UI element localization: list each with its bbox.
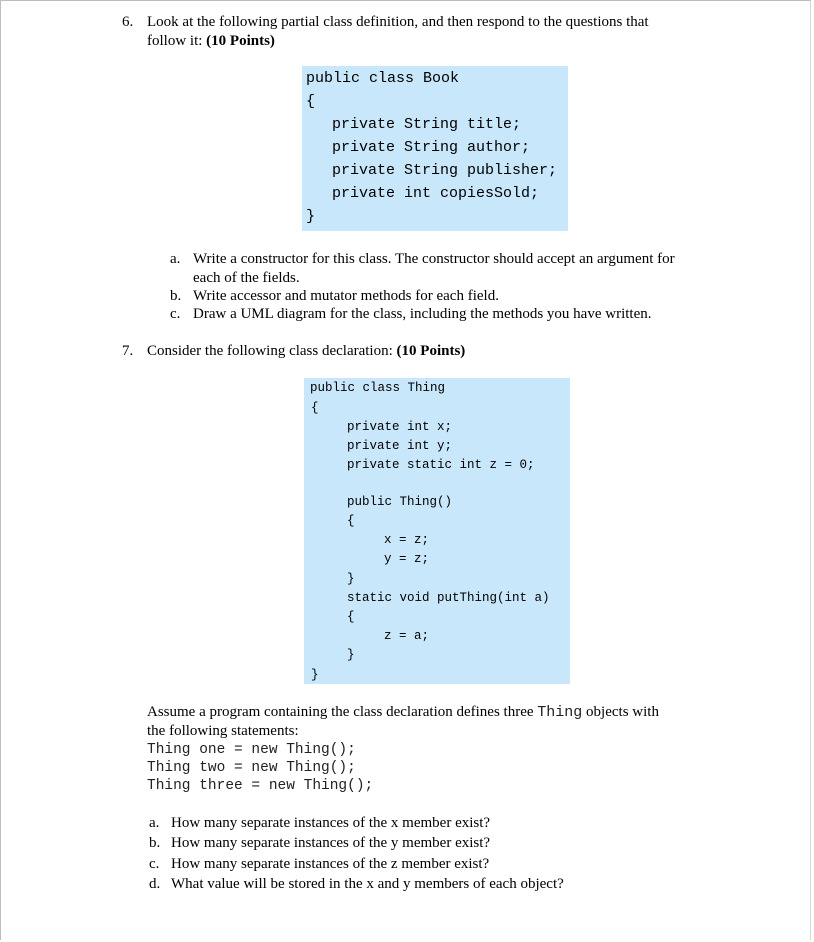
q7-item-text: How many separate instances of the x member exist? (171, 815, 491, 831)
q7-number: 7. (122, 343, 134, 359)
q6-item-text: Write a constructor for this class. The constructor should accept an argument for (193, 251, 675, 267)
q7-statement: Thing three = new Thing(); (147, 778, 374, 794)
q7-assume-text-end: objects with (582, 704, 659, 720)
q7-code-line: x = z; (384, 533, 430, 547)
q6-prompt-text: follow it: (147, 33, 207, 49)
q7-statement: Thing two = new Thing(); (147, 760, 356, 776)
q6-prompt-line2 (147, 32, 275, 51)
q7-assume-code: Thing (537, 704, 583, 721)
q7-item-label: b. (149, 835, 161, 851)
q6-item-label: c. (170, 306, 181, 322)
q7-code-line: } (311, 668, 319, 682)
q7-points: (10 Points) (396, 343, 466, 359)
q7-prompt-text: Consider the following class declaration: (147, 343, 397, 359)
q7-code-line: static void putThing(int a) (347, 591, 550, 605)
q6-item-label: b. (170, 288, 182, 304)
q7-code-line: public Thing() (347, 495, 453, 509)
q7-assume-line1 (147, 703, 659, 722)
q7-code-line: private int y; (347, 439, 453, 453)
q7-code-line: { (347, 514, 355, 528)
q7-code-line: public class Thing (310, 381, 446, 395)
q7-item-text: What value will be stored in the x and y members of each object? (171, 876, 564, 892)
q7-item-text: How many separate instances of the y member exist? (171, 835, 491, 851)
q7-code-line: { (311, 401, 319, 415)
q6-item-text: Write accessor and mutator methods for each field. (193, 288, 499, 304)
q6-code-line: private String author; (332, 139, 531, 156)
q7-assume-text: Assume a program containing the class declaration defines three (147, 704, 538, 720)
q6-number: 6. (122, 14, 134, 30)
q6-code-line: public class Book (306, 70, 460, 87)
q7-code-line: y = z; (384, 552, 430, 566)
q7-code-line: } (347, 572, 355, 586)
q7-code-line: z = a; (384, 629, 430, 643)
q6-points: (10 Points) (206, 33, 275, 49)
q6-code-line: private int copiesSold; (332, 185, 540, 202)
q7-code-line: } (347, 648, 355, 662)
q6-item-text: each of the fields. (193, 270, 300, 286)
q7-statement: Thing one = new Thing(); (147, 742, 356, 758)
q7-code-line: private int x; (347, 420, 453, 434)
q6-code-line: private String title; (332, 116, 522, 133)
q7-code-line: { (347, 610, 355, 624)
q6-item-label: a. (170, 251, 181, 267)
q7-item-text: How many separate instances of the z member exist? (171, 856, 490, 872)
q7-item-label: a. (149, 815, 160, 831)
q6-prompt-line1: Look at the following partial class definition, and then respond to the questions that (147, 14, 649, 30)
q7-prompt (147, 342, 465, 361)
q7-assume-line2: the following statements: (147, 723, 299, 739)
q6-code-line: } (306, 208, 316, 225)
q7-item-label: c. (149, 856, 160, 872)
q7-code-line: private static int z = 0; (347, 458, 535, 472)
q7-item-label: d. (149, 876, 161, 892)
q6-code-line: { (306, 93, 316, 110)
q6-item-text: Draw a UML diagram for the class, including the methods you have written. (193, 306, 652, 322)
q6-code-line: private String publisher; (332, 162, 558, 179)
